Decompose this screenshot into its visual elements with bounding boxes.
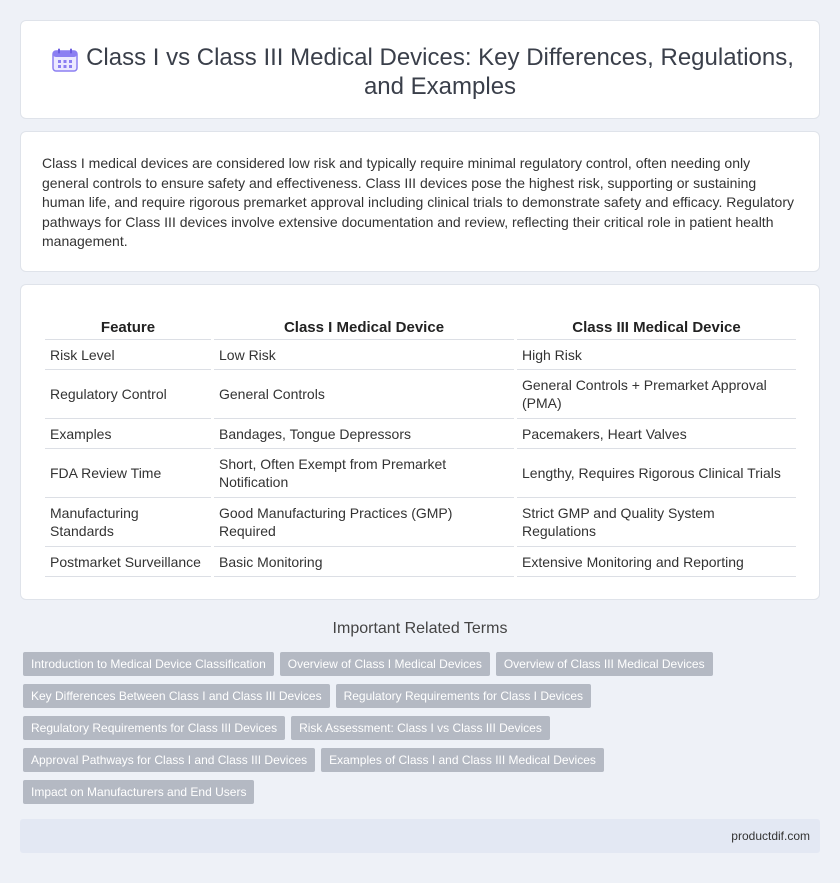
- table-row: [45, 419, 796, 449]
- table-header-row: [45, 313, 796, 340]
- page-title: Class I vs Class III Medical Devices: Key Differences, Regulations, and Examples: [86, 44, 794, 100]
- table-cell: Examples: [45, 419, 211, 449]
- table-cell: Low Risk: [214, 340, 514, 370]
- table-cell: Risk Level: [45, 340, 211, 370]
- related-terms-list: [23, 652, 783, 812]
- header-card: [20, 20, 820, 119]
- related-term-tag[interactable]: Regulatory Requirements for Class I Devices: [336, 684, 591, 708]
- related-term-tag[interactable]: Examples of Class I and Class III Medical Devices: [321, 748, 604, 772]
- related-term-tag[interactable]: Overview of Class I Medical Devices: [280, 652, 490, 676]
- table-row: [45, 449, 796, 498]
- column-header-feature: Feature: [45, 313, 211, 340]
- intro-paragraph: Class I medical devices are considered low risk and typically require minimal regulatory control, often needing only general controls to ensure safety and effectiveness. Class III devices pose the highest risk, supporting or sustaining human life, and require rigorous premarket approval including clinical trials to demonstrate safety and efficacy. Regulatory pathways for Class III devices involve extensive documentation and review, reflecting their critical role in patient health management.: [42, 155, 794, 249]
- related-term-tag[interactable]: Introduction to Medical Device Classification: [23, 652, 274, 676]
- comparison-table: [42, 313, 799, 577]
- table-cell: High Risk: [517, 340, 796, 370]
- table-row: [45, 547, 796, 577]
- table-row: [45, 498, 796, 547]
- table-cell: Pacemakers, Heart Valves: [517, 419, 796, 449]
- table-cell: Postmarket Surveillance: [45, 547, 211, 577]
- table-row: [45, 340, 796, 370]
- related-term-tag[interactable]: Regulatory Requirements for Class III Devices: [23, 716, 285, 740]
- comparison-table-card: [20, 284, 820, 600]
- related-term-tag[interactable]: Risk Assessment: Class I vs Class III Devices: [291, 716, 550, 740]
- intro-card: [20, 131, 820, 272]
- table-cell: Basic Monitoring: [214, 547, 514, 577]
- related-term-tag[interactable]: Overview of Class III Medical Devices: [496, 652, 713, 676]
- related-terms-heading: Important Related Terms: [332, 620, 508, 637]
- related-term-tag[interactable]: Key Differences Between Class I and Class III Devices: [23, 684, 330, 708]
- related-term-tag[interactable]: Approval Pathways for Class I and Class III Devices: [23, 748, 315, 772]
- table-cell: Short, Often Exempt from Premarket Notification: [214, 449, 514, 498]
- table-cell: Manufacturing Standards: [45, 498, 211, 547]
- column-header-class-i: Class I Medical Device: [214, 313, 514, 340]
- table-cell: Regulatory Control: [45, 370, 211, 419]
- table-cell: Good Manufacturing Practices (GMP) Required: [214, 498, 514, 547]
- table-cell: Extensive Monitoring and Reporting: [517, 547, 796, 577]
- table-cell: Bandages, Tongue Depressors: [214, 419, 514, 449]
- footer-site-link[interactable]: productdif.com: [731, 829, 810, 843]
- column-header-class-iii: Class III Medical Device: [517, 313, 796, 340]
- table-cell: General Controls + Premarket Approval (PMA): [517, 370, 796, 419]
- table-cell: FDA Review Time: [45, 449, 211, 498]
- table-cell: General Controls: [214, 370, 514, 419]
- table-cell: Strict GMP and Quality System Regulations: [517, 498, 796, 547]
- table-cell: Lengthy, Requires Rigorous Clinical Trials: [517, 449, 796, 498]
- related-term-tag[interactable]: Impact on Manufacturers and End Users: [23, 780, 254, 804]
- table-row: [45, 370, 796, 419]
- footer: [20, 819, 820, 853]
